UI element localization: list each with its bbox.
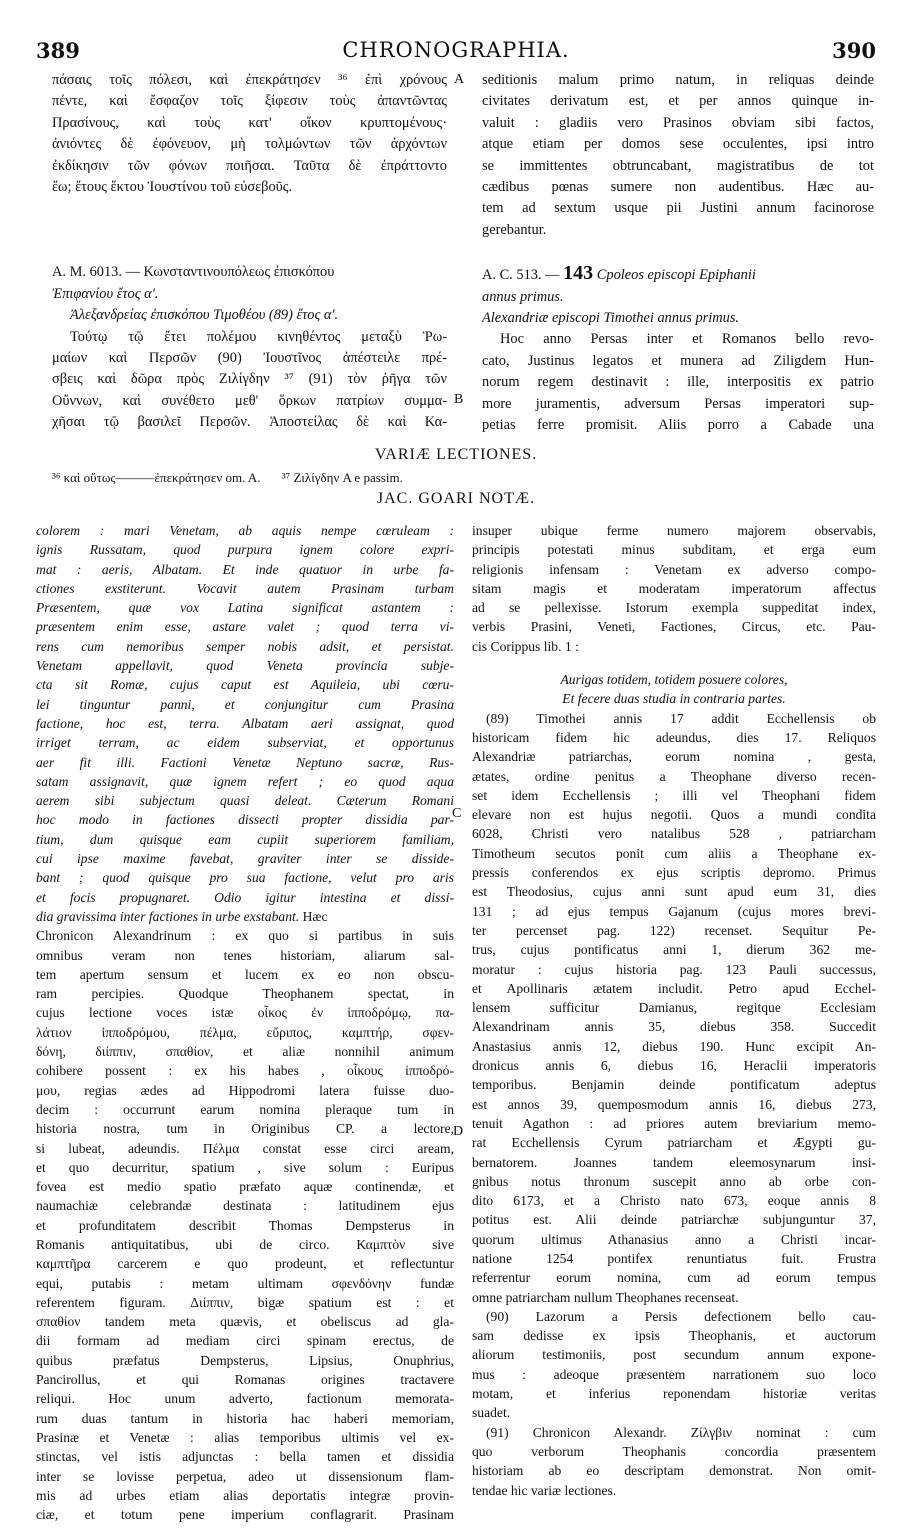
- note-line: et focis propugnaret. Odio igitur intestina et dissi-: [36, 889, 454, 905]
- greek-year-heading-3: Ἀλεξανδρείας ἐπισκόπου Τιμοθέου (89) ἔτος α'.: [70, 307, 339, 324]
- note-line: gnibus notus thronum suscepit anno ab orbe con-: [472, 1173, 876, 1189]
- greek-line: ἕω; ἔτους ἕκτου Ἰουστίνου τοῦ εὐσεβοῦς.: [52, 179, 293, 196]
- notae-heading: JAC. GOARI NOTÆ.: [376, 490, 536, 507]
- note-line: est annos 39, quemposmodum annis 16, diebus 273,: [472, 1096, 876, 1112]
- latin-line: petias ferre promisit. Aliis porro a Cabade una: [482, 417, 874, 434]
- note-line: principis potestati minus subditam, et erga eum: [472, 542, 876, 558]
- note-line: et Apollinaris ætatem includit. Petro apud Ecchel-: [472, 980, 876, 996]
- greek-line: Πρασίνους, καὶ τοὺς κατ' οἴκον κρυπτομένους·: [52, 114, 447, 131]
- note-line: insuper ubique ferme numero majorem observabis,: [472, 523, 876, 538]
- note-line: Venetam appellavit, quod Veneta provincia subje-: [36, 658, 454, 674]
- greek-line: ἐκδίκησιν τῶν φόνων ποιῆσαι. Ταῦτα δὲ ἐπράττοντο: [52, 157, 447, 174]
- note-line: Romanis antiquitatibus, ubi de circo. Καμπτὸν sive: [36, 1236, 454, 1252]
- greek-year-heading: A. M. 6013. — Κωνσταντινουπόλεως ἐπισκόπου: [52, 264, 335, 281]
- latin-line: se immittentes obtruncabant, magistratibus de tot: [482, 157, 874, 174]
- greek-text-column: [52, 70, 447, 434]
- latin-text-column: [482, 70, 874, 437]
- note-line: rens cum nemoribus semper nobis adsit, et persistat.: [36, 638, 454, 654]
- note-line: equi, putabis : metam ultimam σφενδόνην fundæ: [36, 1275, 454, 1291]
- note-line: inter se lovisse perpetua, adeo ut dissensionum flam-: [36, 1468, 454, 1484]
- latin-line: civitates derivatum est, et per annos quinque in-: [482, 93, 874, 110]
- note-line: verbis Prasini, Veneti, Factiones, Circus, etc. Pau-: [472, 619, 876, 635]
- note-line: natione 1254 pontifex renuntiatus fuit. Frustra: [472, 1250, 876, 1266]
- note-line: trus, cujus pontificatus anni 1, dierum 362 me-: [472, 942, 876, 958]
- note-line: dito 6173, et a Christo nato 673, eoque annis 8: [472, 1193, 876, 1209]
- note-line: mus : adeoque præsentem narrationem suo loco: [472, 1366, 876, 1382]
- note-line: suadet.: [472, 1405, 511, 1421]
- column-number: 143: [563, 263, 594, 285]
- latin-line: norum regem destinavit : ille, interpositis ex patrio: [482, 374, 874, 391]
- note-line: religionis infensam : Venetam ex adverso compo-: [472, 561, 876, 577]
- note-line: est Theodosius, cujus anni sunt apud eum 31, dies: [472, 884, 876, 900]
- note-line: set idem Ecchellensis ; illi vel Theophani fidem: [472, 787, 876, 803]
- greek-line: χῆσαι τῷ βασιλεῖ Περσῶν. Ἀποστείλας δὲ καὶ Κα-: [52, 414, 447, 431]
- greek-year-heading-2: Ἐπιφανίου ἔτος α'.: [52, 285, 159, 302]
- note-line: cta sit Romæ, cujus caput est Aquileia, ubi cœru-: [36, 677, 454, 693]
- note-line: Prasinæ et Venetæ : alias temporibus ultimis vel ex-: [36, 1429, 454, 1445]
- note-line: ad se pellexisse. Istorum exempla suppeditat index,: [472, 600, 876, 616]
- note-line: ctiones exstiterunt. Vocavit autem Prasinam turbam: [36, 580, 454, 596]
- note-line: omnibus veram non tenes historiam, aliarum sal-: [36, 947, 454, 963]
- margin-marker-d: D: [453, 1124, 464, 1139]
- latin-line: more juramentis, adversum Persas imperatori sup-: [482, 395, 874, 412]
- latin-year-heading-2: annus primus.: [482, 288, 564, 305]
- note-line: Chronicon Alexandrinum : ex quo si partibus in suis: [36, 928, 454, 944]
- latin-line: tem ad sextum usque pii Justini annum facinorose: [482, 200, 874, 217]
- verse-line: Aurigas totidem, totidem posuere colores,: [560, 672, 788, 688]
- note-line: quorum ultimus Athanasius anno a Christi incar-: [472, 1231, 876, 1247]
- margin-marker-b: B: [454, 392, 464, 407]
- note-line: [36, 907, 454, 926]
- note-line: σπαθίον tandem meta quævis, et obeliscus ad gla-: [36, 1314, 454, 1330]
- note-line: Timotheum secutos ponit cum aliis a Theophane ex-: [472, 845, 876, 861]
- greek-line: σβεις καὶ δῶρα πρὸς Ζιλίγδην ³⁷ (91) τὸν ῥῆγα τῶν: [52, 371, 447, 388]
- note-line: pressis conferendos ex ejus scriptis depromo. Primus: [472, 865, 876, 881]
- notes-right-column: [472, 521, 876, 1500]
- note-line: historicam fidem hic adeundus, dies 17. Reliquos: [472, 729, 876, 745]
- note-line: cis Corippus lib. 1 :: [472, 638, 579, 654]
- note-line: mis ad urbes etiam alias deportatis integræ provin-: [36, 1487, 454, 1503]
- note-line: Pancirollus, et qui Romanas origines tractavere: [36, 1372, 454, 1388]
- latin-year-heading-text: Cpoleos episcopi Epiphanii: [596, 267, 756, 284]
- note-line: bernatorem. Joannes tandem eleemosynarum insi-: [472, 1154, 876, 1170]
- note-line: hoc modo in factiones dissecti propter dissidia par-: [36, 812, 454, 828]
- note-line: factione, hoc est, terra. Albatam aeri assignat, quod: [36, 715, 454, 731]
- latin-line: gerebantur.: [482, 221, 547, 238]
- note-line: Alexandrinam annis 35, diebus 358. Succedit: [472, 1019, 876, 1035]
- note-line: (90) Lazorum a Persis defectionem bello cau-: [486, 1308, 876, 1324]
- note-line: δόνη, διίππιν, σπαθίον, et aliæ nonnihil animum: [36, 1044, 454, 1060]
- greek-line: πάσαις τοῖς πόλεσι, καὶ ἐπεκράτησεν ³⁶ ἐπὶ χρόνους: [52, 72, 447, 88]
- page-number-right: 390: [832, 38, 876, 63]
- note-line: tem apertum sensum et lucem ex eo non obscu-: [36, 966, 454, 982]
- note-line: tendae hic variæ lectiones.: [472, 1482, 617, 1498]
- note-line: lensem sufficitur Damianus, regitque Ecclesiam: [472, 1000, 876, 1016]
- note-line: motam, et inferius reponendam historiæ veritas: [472, 1386, 876, 1402]
- note-line: aerem sibi subjectum quasi deleat. Cæterum Romani: [36, 793, 454, 809]
- note-line: μου, regias ædes ad Hippodromi latera fuisse duo-: [36, 1082, 454, 1098]
- note-line: sam dedisse ex ipsis Theophanis, et auctorum: [472, 1328, 876, 1344]
- greek-line: Οὔννων, καὶ συνέθετο μεθ' ὅρκων πατρίων συμμα-: [52, 392, 447, 409]
- note-line: temporibus. Benjamin deinde pontificatum adeptus: [472, 1077, 876, 1093]
- note-line: decim : occurrunt earum nomina pleraque tum in: [36, 1101, 454, 1117]
- note-line: præsentem enim esse, astare valet ; quod terra vi-: [36, 619, 454, 635]
- note-line: bant ; quod quisque pro sua factione, velut pro aris: [36, 870, 454, 886]
- note-line: ciæ, et totum pene imperium conflagrarit. Prasinam: [36, 1507, 454, 1523]
- latin-line: atque etiam per domos sese occulentes, ipsi intro: [482, 136, 874, 153]
- variant-reading: ³⁷ Ζιλίγδην A e passim.: [281, 470, 403, 485]
- running-header: [36, 38, 876, 66]
- note-line: lei tinguntur panni, et conjungitur cum Prasina: [36, 696, 454, 712]
- note-line: (91) Chronicon Alexandr. Ζίλγβιν nominat : cum: [486, 1424, 876, 1440]
- note-line: omne patriarcham nullum Theophanes recenseat.: [472, 1289, 739, 1305]
- note-line: fovea est medio spatio præfato aquæ continendæ, et: [36, 1179, 454, 1195]
- note-line: satam assignavit, quæ ignem refert ; eo quod aqua: [36, 773, 454, 789]
- verse-line: Et fecere duas studia in contraria partes.: [562, 691, 786, 707]
- note-line: dii formam ad mediam circi spinam erectus, de: [36, 1333, 454, 1349]
- note-line: 131 ; ad ejus tempus Gajanum (cujus mores brevi-: [472, 903, 876, 919]
- note-italic-fragment: dia gravissima inter factiones in urbe exstabant.: [36, 908, 300, 924]
- greek-line: πέντε, καὶ ἔσφαζον τοῖς ξίφεσιν τοὺς ἀπαντῶντας: [52, 93, 447, 110]
- note-line: cujus lectione voces istæ οἶκος ἐν ἱπποδρόμῳ, πα-: [36, 1005, 454, 1021]
- variae-lectiones-heading: VARIÆ LECTIONES.: [374, 446, 538, 463]
- margin-marker-c: C: [452, 806, 462, 821]
- note-line: naumachiæ celebrandæ destinata : latitudinem ejus: [36, 1198, 454, 1214]
- note-line: si lubeat, adeundis. Πέλμα constat esse circi aream,: [36, 1140, 454, 1156]
- note-line: ram percipies. Quodque Theophanem spectat, in: [36, 986, 454, 1002]
- note-line: referrentur eorum nomina, cum ad eorum tempus: [472, 1270, 876, 1286]
- note-line: rat Ecchellensis Cyrum patriarcham et Ægypti gu-: [472, 1135, 876, 1151]
- note-line: ætates, ordine penitus a Theophane diverso recen-: [472, 768, 876, 784]
- variant-reading: ³⁶ καὶ οὕτως———ἐπεκράτησεν om. A.: [52, 470, 261, 485]
- latin-line: valuit : gladiis vero Prasinos obviam sibi factos,: [482, 114, 874, 131]
- note-line: referentem figuram. Διίππιν, bigæ spatium est : et: [36, 1294, 454, 1310]
- note-line: et profunditatem describit Thomas Dempsterus in: [36, 1217, 454, 1233]
- note-line: Anastasius annis 12, diebus 190. Hunc excipit An-: [472, 1038, 876, 1054]
- note-line: ignis Russatam, quod purpura ignem colore expri-: [36, 542, 454, 558]
- note-line: aliorum testimoniis, post secundum annum expone-: [472, 1347, 876, 1363]
- note-line: (89) Timothei annis 17 addit Ecchellensis ob: [486, 710, 876, 726]
- note-line: historia nostra, tum in Originibus CP. a lectore,: [36, 1121, 454, 1137]
- note-line: irriget terram, ac eidem subserviat, et opportunus: [36, 735, 454, 751]
- latin-year-heading-3: Alexandriæ episcopi Timothei annus primus.: [482, 310, 740, 327]
- latin-year-label: A. C. 513. —: [482, 267, 560, 284]
- note-line: colorem : mari Venetam, ab aquis nempe cœruleam :: [36, 523, 454, 538]
- margin-marker-a: A: [454, 72, 465, 87]
- note-line: 6028, Christi vero natalibus 528 , patriarcham: [472, 826, 876, 842]
- note-line: aer fit illi. Factioni Venetæ Neptuno sacræ, Rus-: [36, 754, 454, 770]
- latin-line: cato, Justinus legatos et munera ad Ziligdem Hun-: [482, 352, 874, 369]
- latin-line: seditionis malum primo natum, in reliquas deinde: [482, 72, 874, 88]
- note-fragment: Hæc: [299, 908, 328, 924]
- note-line: elevare non est hujus negotii. Quos a mundi condita: [472, 807, 876, 823]
- note-line: tenuit Agathon : ad priores autem breviarium memo-: [472, 1115, 876, 1131]
- notes-left-column: [36, 521, 454, 1524]
- note-line: potitus est. Alii deinde patriarchæ subjunguntur 37,: [472, 1212, 876, 1228]
- greek-line: μαίων καὶ Περσῶν (90) Ἰουστῖνος ἀπέστειλε πρέ-: [52, 350, 447, 367]
- note-line: quo verborum Theophanis concordia præsentem: [472, 1443, 876, 1459]
- note-line: cui ipse maxime favebat, graviter inter se disside-: [36, 851, 454, 867]
- note-line: ter percenset pag. 122) recenset. Sequitur Pe-: [472, 922, 876, 938]
- latin-line: Hoc anno Persas inter et Romanos bello revo-: [500, 331, 874, 348]
- note-line: reliqui. Hoc unum adverto, factionum memorata-: [36, 1391, 454, 1407]
- greek-line: Τούτῳ τῷ ἔτει πολέμου κινηθέντος μεταξὺ Ῥω-: [70, 328, 447, 345]
- note-line: tium, dum quisque eam cupiit superiorem familiam,: [36, 831, 454, 847]
- page-number-left: 389: [36, 38, 80, 63]
- note-line: mat : aeris, Albatam. Et inde quatuor in urbe fa-: [36, 561, 454, 577]
- note-line: Alexandriæ patriarchas, eorum nomina , gesta,: [472, 749, 876, 765]
- note-line: cohibere possent : ex his habes , οἶκους ἱπποδρό-: [36, 1063, 454, 1079]
- note-line: καμπτῆρα carcerem e quo prodeunt, et reflectuntur: [36, 1256, 454, 1272]
- note-line: moratur : cujus historia pag. 123 Pauli successus,: [472, 961, 876, 977]
- latin-line: cædibus pœnas sumere non audentibus. Hæc au-: [482, 179, 874, 196]
- note-line: quibus præfatus Dempsterus, Lipsius, Onuphrius,: [36, 1352, 454, 1368]
- note-line: dronicus annis 6, diebus 16, Heraclii imperatoris: [472, 1058, 876, 1074]
- note-line: Præsentem, quæ vox Latina significat astantem :: [36, 600, 454, 616]
- running-title: CHRONOGRAPHIA.: [342, 38, 570, 62]
- note-line: λάτιον ἱπποδρόμου, πέλμα, εὔριπος, καμπτήρ, σφεν-: [36, 1024, 454, 1040]
- note-line: stinctas, vel istis adjunctas : bella tamen et dissidia: [36, 1449, 454, 1465]
- note-line: rum duas tantum in historia hac haberi memoriam,: [36, 1410, 454, 1426]
- note-line: historiam ab eo descriptam demonstrat. Non omit-: [472, 1463, 876, 1479]
- note-line: et quo decurritur, spatium , sive solum : Euripus: [36, 1159, 454, 1175]
- latin-year-heading: [482, 263, 874, 286]
- greek-line: ἀνιόντες δὲ ἐφόνευον, μὴ τολμώντων τῶν ἀρχόντων: [52, 136, 447, 153]
- variae-lectiones: [52, 470, 421, 486]
- note-line: sitam magis et moderatam imperatorum affectus: [472, 580, 876, 596]
